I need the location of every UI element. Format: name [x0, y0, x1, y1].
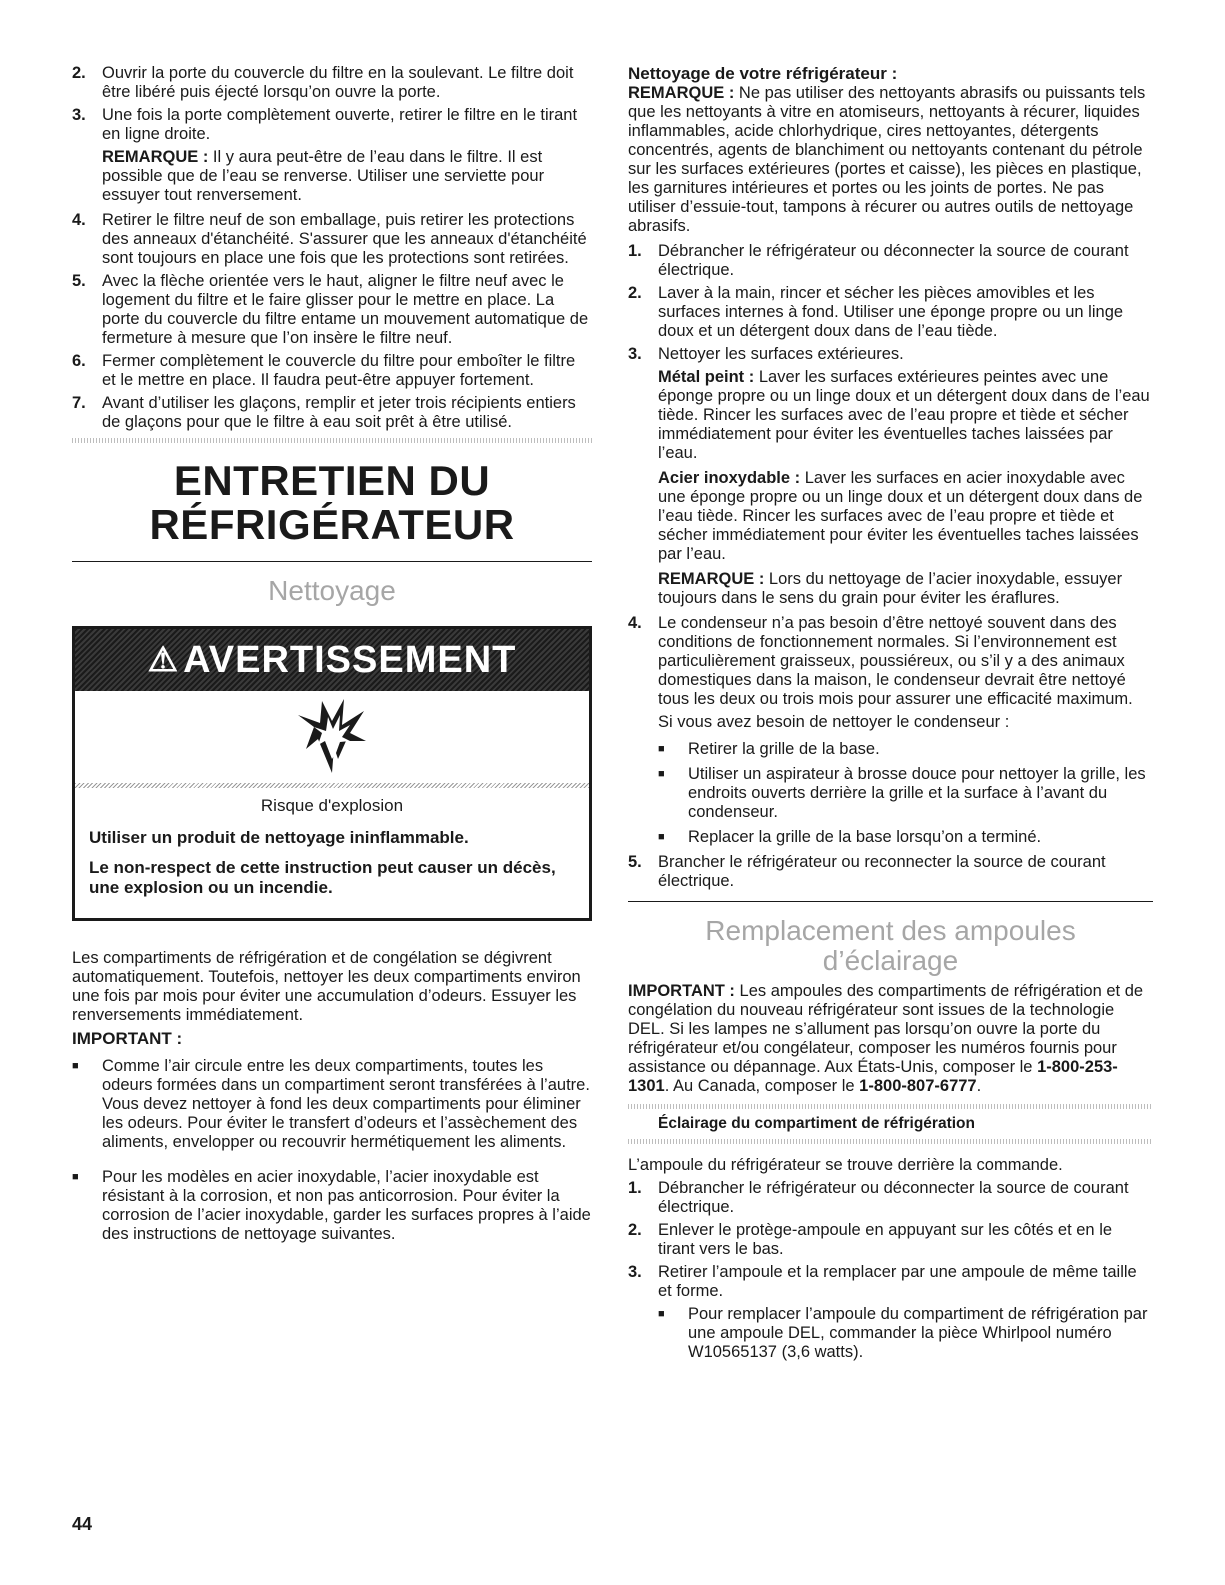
list-item: ■ Retirer la grille de la base. — [658, 740, 880, 758]
list-item: ■ Comme l’air circule entre les deux compartiments, toutes les odeurs formées dans un compartiment seront transférées à l’autre. Vous devez nettoyer à fond les deux compartiments pour éliminer les odeurs. Pour éviter le transfert d’odeurs et l’assèchement des aliments, envelopper ou recouvrir hermétiquement les aliments. — [72, 1057, 590, 1151]
warning-risk: Risque d'explosion — [260, 796, 404, 815]
list-item: 2. Laver à la main, rincer et sécher les pièces amovibles et les surfaces internes à fond. Utiliser une éponge propre ou un linge doux et un détergent doux dans de l’eau tiède. — [628, 284, 1124, 340]
warning-header: ⚠ AVERTISSEMENT — [75, 629, 589, 691]
list-item: 3. Retirer l’ampoule et la remplacer par une ampoule de même taille et forme. — [628, 1263, 1137, 1300]
bullet-icon: ■ — [658, 768, 665, 780]
explosion-icon — [292, 697, 372, 777]
steel-note-paragraph: REMARQUE : Lors du nettoyage de l’acier inoxydable, essuyer toujours dans le sens du grain pour éviter les éraflures. — [658, 570, 1123, 607]
list-item: 4. Le condenseur n’a pas besoin d’être nettoyé souvent dans des conditions de fonctionnement normales. Si l’environnement est particulièrement graisseux, poussiéreux, ou s’il y a des animaux domestiques dans la maison, le condenseur devrait être nettoyé tous les deux ou trois mois pour assurer une efficacité maximum. — [628, 614, 1133, 708]
list-item: 2. Ouvrir la porte du couvercle du filtre en la soulevant. Le filtre doit être libéré puis éjecté lorsqu’on ouvre la porte. — [72, 64, 574, 101]
list-item: 4. Retirer le filtre neuf de son emballage, puis retirer les protections des anneaux d'étanchéité. S'assurer que les anneaux d'étanchéité sont toujours en place une fois que les protections sont retirées. — [72, 211, 587, 267]
list-item: 6. Fermer complètement le couvercle du filtre pour emboîter le filtre et le mettre en place. Il faudra peut-être appuyer fortement. — [72, 352, 576, 389]
divider — [72, 561, 592, 562]
list-item: ■ Pour remplacer l’ampoule du compartiment de réfrigération par une ampoule DEL, commander la pièce Whirlpool numéro W10565137 (3,6 watts). — [658, 1305, 1148, 1361]
right-column — [628, 64, 1153, 1368]
warning-instruction: Utiliser un produit de nettoyage ininflammable. — [89, 828, 469, 847]
warning-triangle-icon: ⚠ — [147, 641, 180, 679]
bullet-icon: ■ — [658, 743, 665, 755]
note-paragraph: REMARQUE : Il y aura peut-être de l’eau dans le filtre. Il est possible que de l’eau se renverse. Utiliser une serviette pour essuyer tout renversement. — [102, 148, 545, 204]
warning-box — [72, 626, 592, 921]
subsection-title: Éclairage du compartiment de réfrigération — [658, 1115, 975, 1132]
list-item: 7. Avant d’utiliser les glaçons, remplir et jeter trois récipients entiers de glaçons pour que le filtre à eau soit prêt à être utilisé. — [72, 394, 576, 431]
important-paragraph: IMPORTANT : Les ampoules des compartiments de réfrigération et de congélation du nouveau réfrigérateur sont issues de la technologie DEL. Si les lampes ne s’allument pas lorsqu’on ouvre la porte du réfrigérateur et/ou congélateur, composer les numéros fournis pour assistance ou dépannage. Aux États-Unis, composer le 1-800-253-1301. Au Canada, composer le 1-800-807-6777. — [628, 982, 1144, 1095]
list-item: ■ Pour les modèles en acier inoxydable, l’acier inoxydable est résistant à la corrosion, et non pas anticorrosion. Pour éviter la corrosion de l’acier inoxydable, garder les surfaces propres à l’aide des instructions de nettoyage suivantes. — [72, 1168, 591, 1243]
list-item: ■ Replacer la grille de la base lorsqu’on a terminé. — [658, 828, 1042, 846]
section-title: Nettoyage — [268, 575, 396, 606]
list-item: 3. Une fois la porte complètement ouverte, retirer le filtre en le tirant en ligne droite. — [72, 106, 578, 143]
divider — [628, 901, 1153, 902]
list-item: 5. Avec la flèche orientée vers le haut, aligner le filtre neuf avec le logement du filtre et le faire glisser pour le mettre en place. La porte du couvercle du filtre entame un mouvement automatique de fermeture à mesure que l’on insère le filtre neuf. — [72, 272, 589, 347]
bullet-icon: ■ — [72, 1060, 79, 1072]
steel-paragraph: Acier inoxydable : Laver les surfaces en acier inoxydable avec une éponge propre ou un linge doux et un détergent doux dans de l’eau tiède. Rincer les surfaces avec de l’eau propre et tiède et sécher immédiatement pour éviter les éventuelles taches laissées par l’eau. — [658, 469, 1143, 563]
warning-consequence: Le non-respect de cette instruction peut causer un décès, une explosion ou un incendie. — [89, 858, 556, 897]
list-item: ■ Utiliser un aspirateur à brosse douce pour nettoyer la grille, les endroits ouverts derrière la grille et la surface à l’avant du condenseur. — [658, 765, 1146, 821]
bullet-icon: ■ — [658, 1308, 665, 1320]
light-intro: L’ampoule du réfrigérateur se trouve derrière la commande. — [628, 1156, 1063, 1174]
metal-paragraph: Métal peint : Laver les surfaces extérieures peintes avec une éponge propre ou un linge doux et un détergent doux dans de l’eau tiède. Rincer les surfaces avec de l’eau propre et tiède et sécher immédiatement pour éviter les éventuelles taches laissées par l’eau. — [658, 368, 1150, 462]
bullet-icon: ■ — [72, 1171, 79, 1183]
note-paragraph: REMARQUE : Ne pas utiliser des nettoyants abrasifs ou puissants tels que les nettoyants à vitre en atomiseurs, nettoyants à récurer, liquides inflammables, acide chlorhydrique, cires nettoyantes, détergents concentrés, agents de blanchiment ou nettoyants contenant du pétrole sur les surfaces extérieures (portes et caisse), les pièces en plastique, les garnitures intérieures et portes ou les joints de portes. Ne pas utiliser d’essuie-tout, tampons à récurer ou autres outils de nettoyage abrasifs. — [628, 84, 1146, 235]
condenser-intro: Si vous avez besoin de nettoyer le condenseur : — [658, 713, 1010, 731]
list-item: 1. Débrancher le réfrigérateur ou déconnecter la source de courant électrique. — [628, 1179, 1129, 1216]
page-title: ENTRETIEN DU RÉFRIGÉRATEUR — [149, 457, 515, 548]
intro-paragraph: Les compartiments de réfrigération et de congélation se dégivrent automatiquement. Toutefois, nettoyer les deux compartiments environ une fois par mois pour éviter une accumulation d’odeurs. Essuyer les renversements immédiatement. — [72, 949, 581, 1024]
list-item: 1. Débrancher le réfrigérateur ou déconnecter la source de courant électrique. — [628, 242, 1129, 279]
dotted-divider — [628, 1139, 1153, 1144]
dotted-divider — [72, 438, 592, 443]
section-title: Remplacement des ampoules d’éclairage — [705, 915, 1076, 976]
page-number: 44 — [72, 1514, 93, 1534]
list-item: 5. Brancher le réfrigérateur ou reconnecter la source de courant électrique. — [628, 853, 1106, 890]
important-label: IMPORTANT : — [72, 1029, 183, 1048]
list-item: 2. Enlever le protège-ampoule en appuyant sur les côtés et en le tirant vers le bas. — [628, 1221, 1113, 1258]
bullet-icon: ■ — [658, 831, 665, 843]
list-item: 3. Nettoyer les surfaces extérieures. — [628, 345, 904, 363]
left-column — [72, 64, 592, 1250]
section-heading: Nettoyage de votre réfrigérateur : — [628, 64, 898, 83]
